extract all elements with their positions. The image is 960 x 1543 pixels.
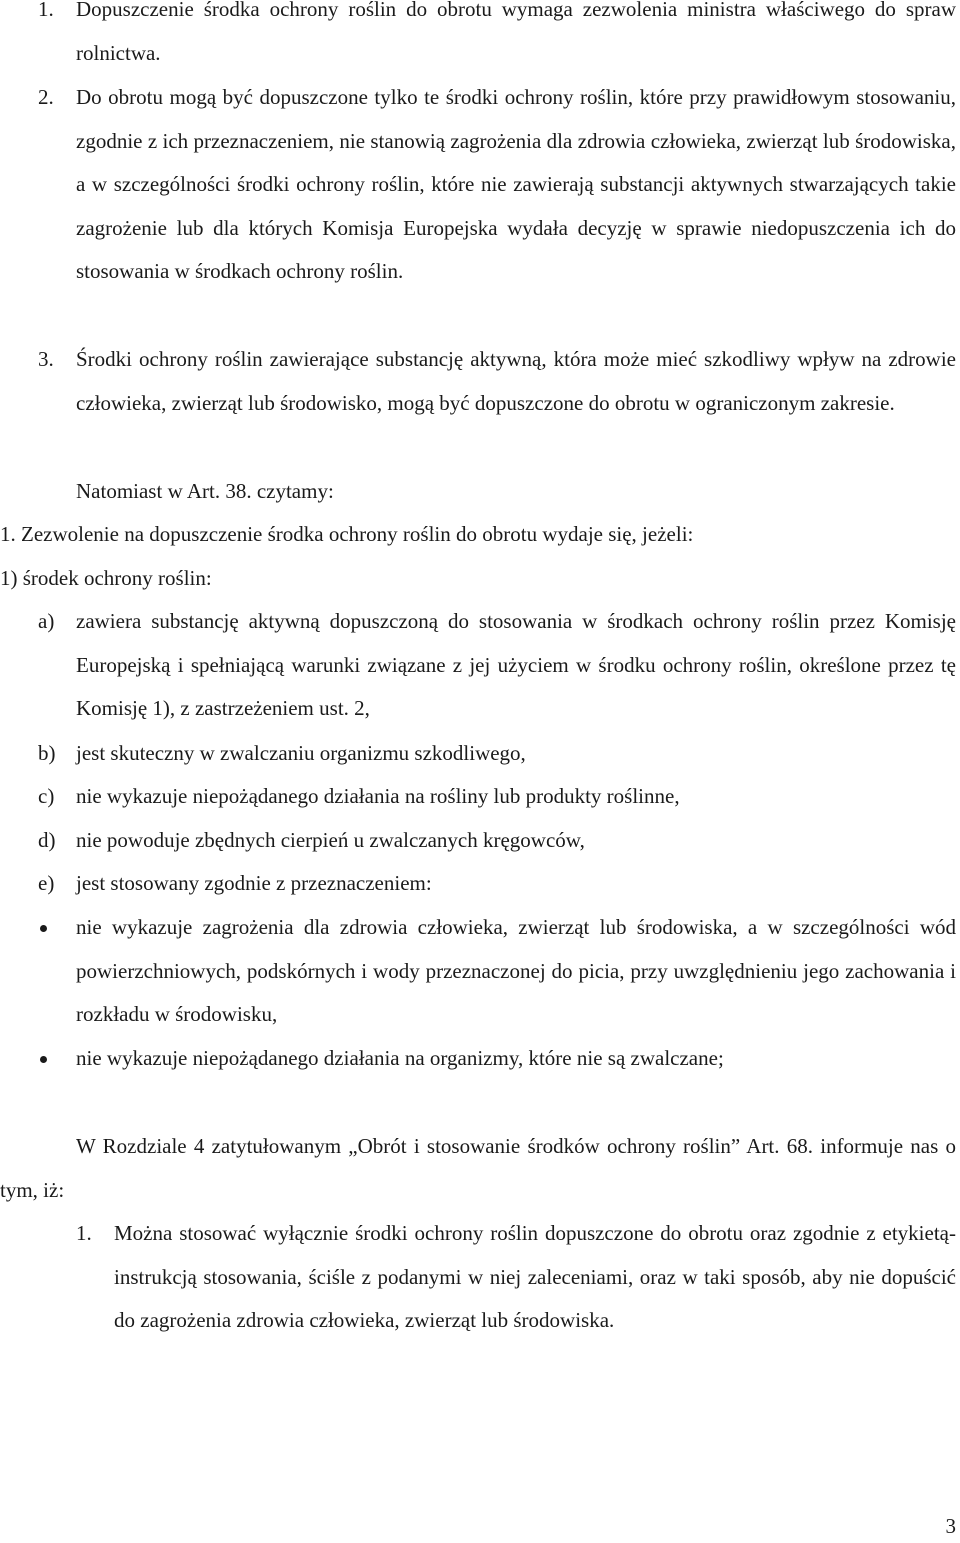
letter-label: d)	[38, 828, 56, 852]
letter-item	[38, 600, 956, 731]
bullet-text: nie wykazuje zagrożenia dla zdrowia człowieka, zwierząt lub środowiska, a w szczególności wód powierzchniowych, podskórnych i wody przeznaczonej do picia, przy uwzględnieniu jego zachowania i rozkładu w środowisku,	[76, 915, 956, 1026]
list-text: Do obrotu mogą być dopuszczone tylko te środki ochrony roślin, które przy prawidłowym stosowaniu, zgodnie z ich przeznaczeniem, nie stanowią zagrożenia dla zdrowia człowieka, zwierząt lub środowiska, a w szczególności środki ochrony roślin, które nie zawierają substancji aktywnych stwarzających takie zagrożenie lub dla których Komisja Europejska wydała decyzję w sprawie niedopuszczenia ich do stosowania w środkach ochrony roślin.	[76, 85, 956, 283]
list-item	[38, 76, 956, 294]
letter-item	[38, 819, 956, 863]
art38-point-1: 1) środek ochrony roślin:	[0, 566, 212, 590]
list-text: Można stosować wyłącznie środki ochrony roślin dopuszczone do obrotu oraz zgodnie z etykietą-instrukcją stosowania, ściśle z podanymi w niej zaleceniami, oraz w taki sposób, aby nie dopuścić do zagrożenia zdrowia człowieka, zwierząt lub środowiska.	[114, 1221, 956, 1332]
bullet-icon	[40, 925, 47, 932]
letter-text: jest skuteczny w zwalczaniu organizmu szkodliwego,	[76, 741, 526, 765]
list-number: 3.	[38, 347, 54, 371]
letter-text: jest stosowany zgodnie z przeznaczeniem:	[76, 871, 432, 895]
letter-item	[38, 775, 956, 819]
letter-text: zawiera substancję aktywną dopuszczoną do stosowania w środkach ochrony roślin przez Komisję Europejską i spełniającą warunki związane z jej użyciem w środku ochrony roślin, określone przez tę Komisję 1), z zastrzeżeniem ust. 2,	[76, 609, 956, 720]
list-text: Dopuszczenie środka ochrony roślin do obrotu wymaga zezwolenia ministra właściwego do spraw rolnictwa.	[76, 0, 956, 65]
list-text: Środki ochrony roślin zawierające substancję aktywną, która może mieć szkodliwy wpływ na zdrowie człowieka, zwierząt lub środowisko, mogą być dopuszczone do obrotu w ograniczonym zakresie.	[76, 347, 956, 415]
list-number: 1.	[38, 0, 54, 21]
letter-item	[38, 732, 956, 776]
rozdzial-paragraph	[0, 1125, 956, 1212]
letter-label: e)	[38, 871, 55, 895]
bullet-icon	[40, 1056, 47, 1063]
letter-text: nie wykazuje niepożądanego działania na rośliny lub produkty roślinne,	[76, 784, 680, 808]
art38-paragraph-1: 1. Zezwolenie na dopuszczenie środka ochrony roślin do obrotu wydaje się, jeżeli:	[0, 522, 694, 546]
list-number: 1.	[76, 1221, 92, 1245]
art68-item	[76, 1212, 956, 1343]
page-number: 3	[945, 1514, 956, 1538]
letter-text: nie powoduje zbędnych cierpień u zwalczanych kręgowców,	[76, 828, 585, 852]
rozdzial-text: W Rozdziale 4 zatytułowanym „Obrót i stosowanie środków ochrony roślin” Art. 68. informuje nas o tym, iż:	[0, 1134, 956, 1202]
letter-label: c)	[38, 784, 55, 808]
bullet-item	[76, 906, 956, 1037]
letter-label: a)	[38, 609, 55, 633]
bullet-item	[76, 1037, 956, 1081]
intro-art38: Natomiast w Art. 38. czytamy:	[76, 479, 334, 503]
bullet-text: nie wykazuje niepożądanego działania na organizmy, które nie są zwalczane;	[76, 1046, 724, 1070]
letter-label: b)	[38, 741, 56, 765]
letter-item	[38, 862, 956, 906]
list-item	[38, 0, 956, 75]
list-item	[38, 338, 956, 425]
list-number: 2.	[38, 85, 54, 109]
